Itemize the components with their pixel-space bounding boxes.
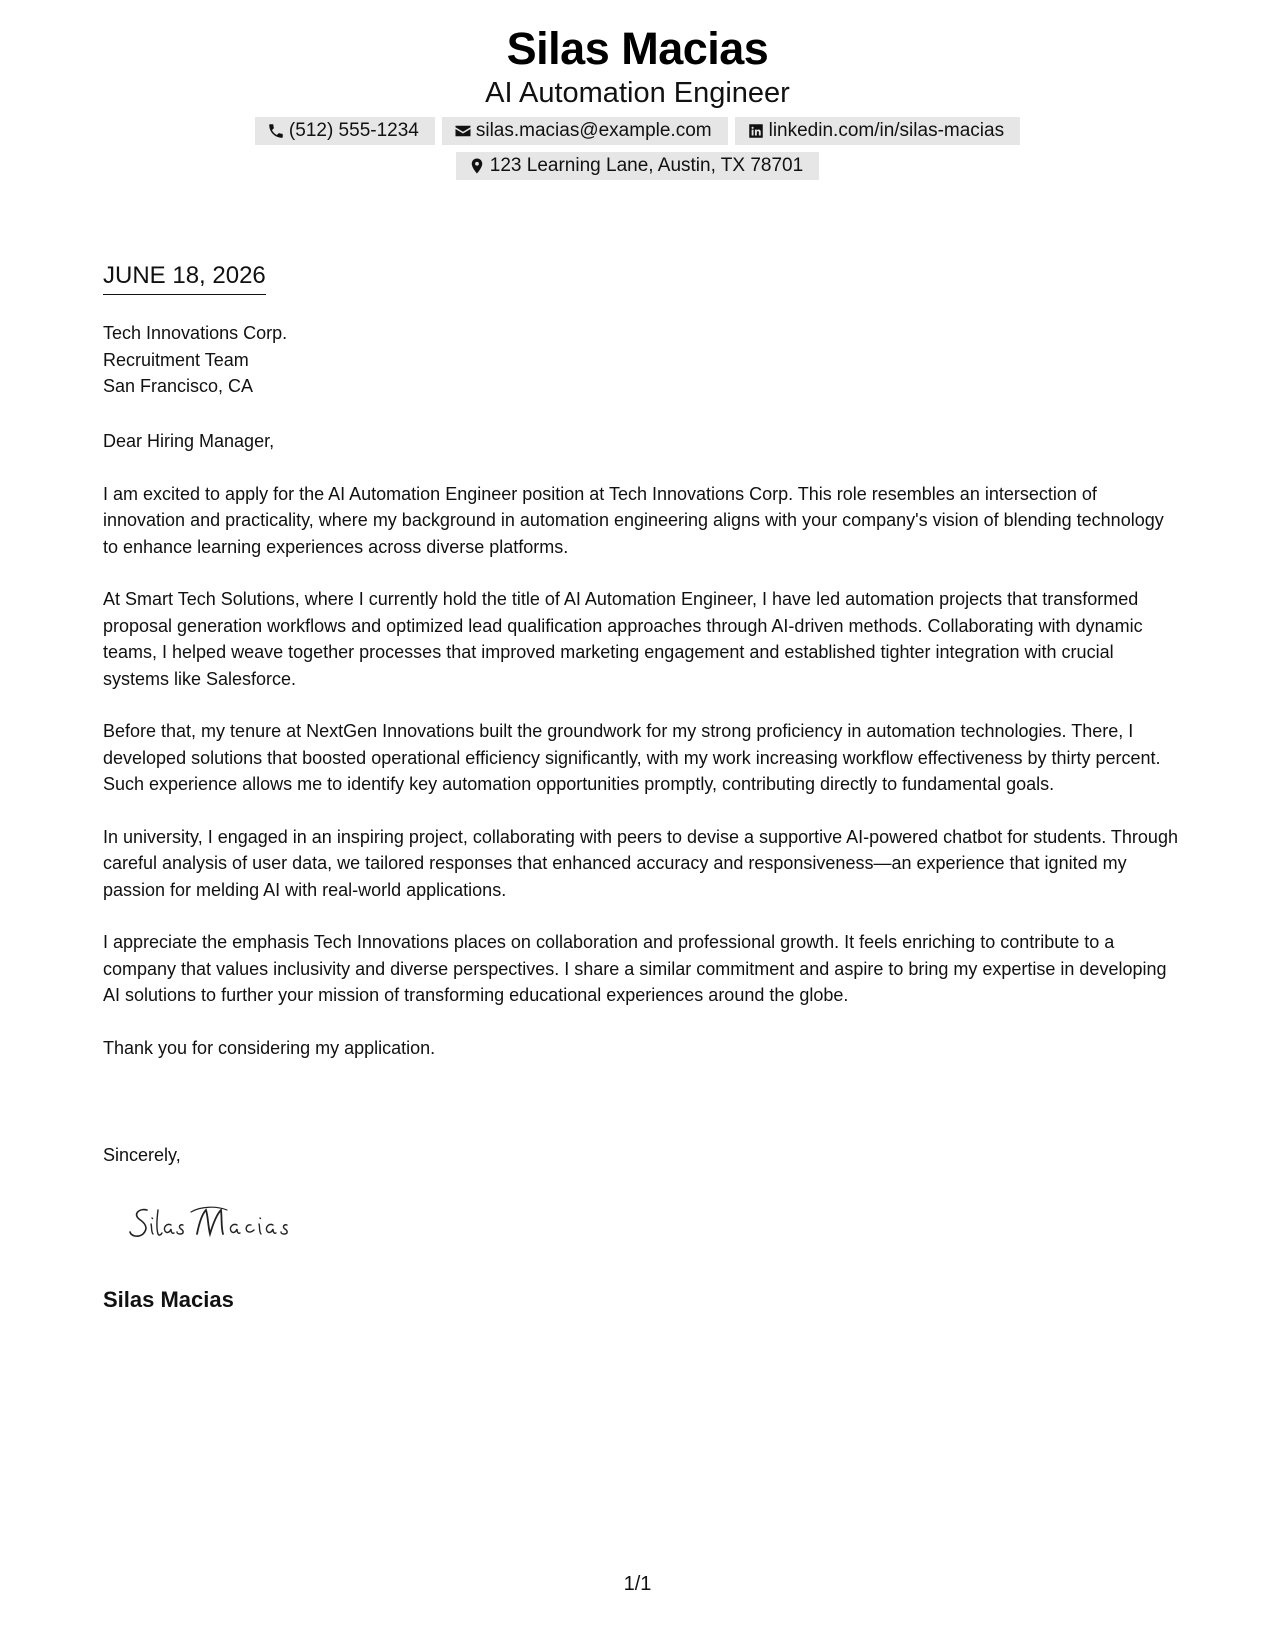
closing-line: Sincerely, [103,1145,181,1165]
street-address: 123 Learning Lane, Austin, TX 78701 [489,155,804,176]
handwritten-signature [125,1196,345,1246]
address-chip [456,152,819,180]
signer-name: Silas Macias [103,1287,234,1312]
linkedin-chip [735,117,1020,145]
linkedin-url: linkedin.com/in/silas-macias [768,120,1005,141]
linkedin-icon [747,122,765,140]
applicant-title: AI Automation Engineer [485,77,790,109]
letter-date: JUNE 18, 2026 [103,260,266,295]
salutation: Dear Hiring Manager, [103,431,275,451]
recipient-location: San Francisco, CA [103,376,254,396]
page-number: 1/1 [623,1573,652,1595]
body-paragraph-5: I appreciate the emphasis Tech Innovations places on collaboration and professional growth. It feels enriching to contribute to a company that values inclusivity and diverse perspectives. I share a similar commitment and aspire to bring my expertise in developing AI solutions to further your mission of transforming educational experiences around the globe. [103,932,1167,1005]
map-pin-icon [468,157,486,175]
body-paragraph-1: I am excited to apply for the AI Automation Engineer position at Tech Innovations Corp. This role resembles an intersection of innovation and practicality, where my background in automation engineering aligns with your company's vision of blending technology to enhance learning experiences across diverse platforms. [103,483,1164,557]
letter-header [0,22,1275,187]
phone-chip [255,117,435,145]
recipient-block [103,320,287,400]
body-paragraph-2: At Smart Tech Solutions, where I currently hold the title of AI Automation Engineer, I have led automation projects that transformed proposal generation workflows and optimized lead qualification approaches through AI-driven methods. Collaborating with dynamic teams, I helped weave together processes that improved marketing engagement and established tighter integration with crucial systems like Salesforce. [103,589,1143,689]
thank-you-line: Thank you for considering my application. [103,1037,436,1058]
recipient-team: Recruitment Team [103,349,249,370]
body-paragraph-3: Before that, my tenure at NextGen Innovations built the groundwork for my strong proficiency in automation technologies. There, I developed solutions that boosted operational efficiency significantly, with my work increasing workflow effectiveness by thirty percent. Such experience allows me to identify key automation opportunities promptly, contributing directly to fundamental goals. [103,721,1161,794]
letter-body [103,428,1178,1087]
email-chip [442,117,728,145]
recipient-company: Tech Innovations Corp. [103,323,288,343]
body-paragraph-4: In university, I engaged in an inspiring project, collaborating with peers to devise a supportive AI-powered chatbot for students. Through careful analysis of user data, we tailored responses that enhanced accuracy and responsiveness—an experience that ignited my passion for melding AI with real-world applications. [103,826,1178,900]
envelope-icon [454,122,472,140]
phone-number: (512) 555-1234 [288,120,419,141]
applicant-name: Silas Macias [506,23,769,74]
email-address: silas.macias@example.com [475,120,712,141]
phone-icon [267,122,285,140]
contact-row [0,117,1275,145]
address-row [0,152,1275,180]
